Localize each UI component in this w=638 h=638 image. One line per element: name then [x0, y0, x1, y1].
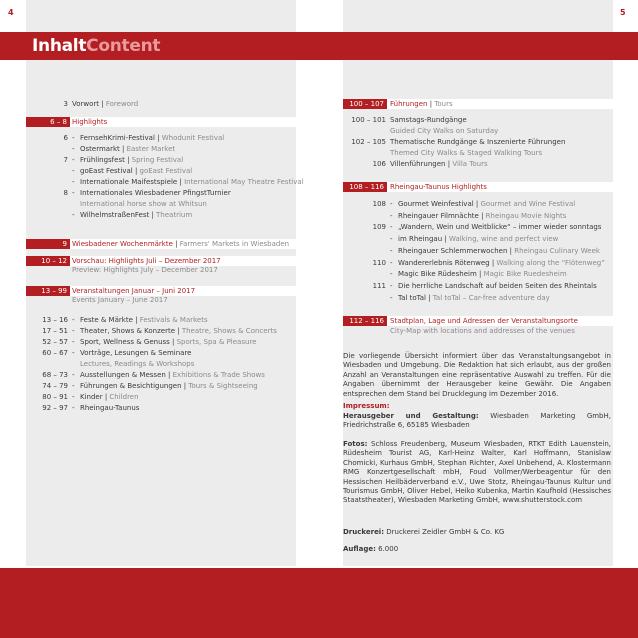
toc-vorschau-en: Preview: Highlights July – December 2017 — [72, 266, 218, 274]
toc-label-de: Rheingauer Schlemmerwochen — [398, 246, 508, 255]
toc-label-de: Die herrliche Landschaft auf beiden Seiten des Rheintals — [398, 281, 597, 290]
section-range: 108 – 116 — [343, 182, 387, 192]
list-dash: - — [72, 338, 75, 346]
separator: | — [476, 270, 484, 279]
separator: | — [149, 211, 157, 219]
list-dash: - — [390, 235, 393, 244]
toc-label-en: Theatre, Shows & Concerts — [181, 327, 277, 335]
toc-section-fuehrungen[interactable]: 100 – 107 Führungen | Tours — [343, 99, 613, 109]
list-dash: - — [72, 189, 75, 197]
section-label-de: Wiesbadener Wochenmärkte — [72, 240, 173, 248]
impressum-druckerei — [343, 528, 611, 537]
section-label-en: Tours — [434, 100, 453, 108]
toc-label-de: Wandererlebnis Rötenweg — [398, 258, 490, 267]
toc-label-de: Vorwort — [72, 100, 100, 108]
toc-label-de: „Wandern, Wein und Weitblicke“ – immer wieder sonntags — [398, 223, 602, 232]
separator: | — [132, 167, 140, 175]
toc-label-de: Ausstellungen & Messen — [80, 371, 166, 379]
toc-label-en: Rheingau Movie Nights — [485, 211, 567, 220]
intro-paragraph: Die vorliegende Übersicht informiert über das Veranstaltungsangebot in Wiesbaden und Umgebung. Die Redaktion hat sich erlaubt, aus der großen Anzahl an Veranstaltungen eine repräsentative Auswahl zu treffen. Für die Angaben übernimmt der Herausgeber keine Gewähr. Die Angaben entsprechen dem Stand bei Drucklegung im Dezember 2016. — [343, 352, 611, 398]
section-label: Highlights — [72, 118, 108, 126]
impressum-heading: Impressum: — [343, 402, 390, 410]
list-dash: - — [390, 211, 393, 220]
separator: | — [169, 338, 177, 346]
toc-label-de: Frühlingsfest — [80, 156, 125, 164]
separator: | — [165, 371, 173, 379]
toc-range: 6 — [63, 134, 68, 142]
list-dash: - — [390, 246, 393, 255]
section-range: 100 – 107 — [343, 99, 387, 109]
section-label-de: Veranstaltungen Januar – Juni 2017 — [72, 287, 196, 295]
list-dash: - — [72, 167, 75, 175]
list-dash: - — [390, 200, 393, 208]
section-label-en: Farmers' Markets in Wiesbaden — [179, 240, 290, 248]
list-dash: - — [72, 134, 75, 142]
toc-section-veranstaltungen[interactable] — [26, 286, 296, 296]
list-dash: - — [390, 281, 393, 290]
toc-label-en: International horse show at Whitsun — [80, 200, 207, 208]
toc-range: 52 – 57 — [42, 338, 68, 346]
title-part-en: Content — [86, 36, 161, 56]
toc-range: 100 – 101 — [351, 116, 386, 124]
toc-label-en: goEast Festival — [139, 167, 193, 175]
list-dash: - — [72, 145, 75, 153]
separator: | — [119, 145, 127, 153]
herausgeber-text: Wiesbaden Marketing GmbH, Friedrichstraße 6, 65185 Wiesbaden — [343, 412, 611, 430]
section-label-de: Stadtplan, Lage und Adressen der Veranstaltungsorte — [390, 317, 578, 325]
toc-label-de: Ostermarkt — [80, 145, 120, 153]
toc-label-en: Walking along the “Flötenweg” — [496, 258, 605, 267]
list-dash: - — [72, 382, 75, 390]
title-part-de: Inhalt — [32, 36, 87, 56]
separator: | — [442, 235, 449, 244]
list-dash: - — [72, 349, 75, 357]
toc-label-de: im Rheingau — [398, 235, 443, 244]
toc-label-de: Gourmet Weinfestival — [398, 200, 474, 208]
toc-section-wochenmaerkte[interactable]: 9 Wiesbadener Wochenmärkte | Farmers' Markets in Wiesbaden — [26, 239, 296, 249]
toc-label-en: Foreword — [105, 100, 139, 108]
toc-range: 74 – 79 — [42, 382, 68, 390]
toc-range: 106 — [372, 160, 386, 168]
auflage-label: Auflage: — [343, 545, 376, 553]
toc-label-en: Easter Market — [126, 145, 176, 153]
toc-stadtplan-en: City-Map with locations and addresses of the venues — [390, 327, 575, 335]
fotos-label: Fotos: — [343, 440, 368, 448]
separator: | — [445, 160, 453, 168]
toc-label-de: Theater, Shows & Konzerte — [80, 327, 176, 335]
toc-section-stadtplan[interactable] — [343, 316, 613, 326]
separator: | — [425, 293, 433, 302]
list-dash: - — [72, 393, 75, 401]
toc-label-en: Lectures, Readings & Workshops — [80, 360, 195, 368]
toc-label-en: Villa Tours — [452, 160, 488, 168]
toc-veranstaltungen-en: Events January – June 2017 — [72, 296, 168, 304]
toc-range: 13 – 16 — [42, 316, 68, 324]
toc-label-de: goEast Festival — [80, 167, 133, 175]
section-label: Rheingau-Taunus Highlights — [390, 183, 487, 191]
impressum-fotos — [343, 440, 611, 506]
impressum-auflage — [343, 545, 611, 554]
toc-label-de: Thematische Rundgänge & Inszenierte Führungen — [390, 138, 566, 146]
toc-label-de: Internationale Maifestspiele — [80, 178, 178, 186]
toc-range: 110 — [372, 258, 386, 267]
herausgeber-label: Herausgeber und Gestaltung: — [343, 412, 479, 420]
toc-label-en: Children — [109, 393, 139, 401]
section-label-de: Vorschau: Highlights Juli – Dezember 2017 — [72, 257, 221, 265]
toc-label-en: Rheingau Culinary Week — [514, 246, 600, 255]
toc-label-de: Rheingau-Taunus — [80, 404, 140, 412]
list-dash: - — [390, 223, 393, 232]
separator: | — [478, 211, 486, 220]
section-range: 6 – 8 — [26, 117, 70, 127]
fotos-text: Schloss Freudenberg, Museum Wiesbaden, RTKT Edith Lauenstein, Rüdesheim Tourist AG, Karl-Heinz Walter, Karl Hoffmann, Stanislaw Chomicki, Kurhaus GmbH, Stephan Richter, Axel Unbehend, A. Klostermann RMG Konzertgesellschaft mbH, Foud Vollmer/Werbeagentur für den Hessischen Heilbäderverband e.V., Uwe Stotz, Rheingau-Taunus Kultur und Tourismus GmbH, Oliver Hebel, Heiko Kubenka, Martin Kaufhold (Hessisches Staatstheater), Wiesbaden Marketing GmbH, www.shutterstock.com — [343, 440, 612, 505]
toc-label-de: FernsehKrimi-Festival — [80, 134, 155, 142]
toc-label-de: Kinder — [80, 393, 103, 401]
list-dash: - — [72, 404, 75, 412]
toc-label-en: Magic Bike Ruedesheim — [483, 270, 567, 279]
toc-label-de: Rheingauer Filmnächte — [398, 211, 479, 220]
section-range: 9 — [26, 239, 70, 249]
toc-section-highlights[interactable] — [26, 117, 296, 127]
toc-label-de: Internationales Wiesbadener PfingstTurnier — [80, 189, 231, 197]
list-dash: - — [390, 258, 393, 267]
separator: | — [154, 134, 162, 142]
page-number-left: 4 — [8, 8, 14, 17]
list-dash: - — [390, 270, 393, 279]
separator: | — [489, 258, 497, 267]
separator: | — [175, 327, 182, 335]
toc-label-de: Feste & Märkte — [80, 316, 133, 324]
separator: | — [507, 246, 515, 255]
list-dash: - — [72, 327, 75, 335]
toc-label-de: Sport, Wellness & Genuss — [80, 338, 170, 346]
toc-label-de: Villenführungen — [390, 160, 446, 168]
page-number-right: 5 — [620, 8, 626, 17]
toc-label-en: Guided City Walks on Saturday — [390, 127, 499, 135]
toc-range: 111 — [372, 281, 386, 290]
section-range: 10 – 12 — [26, 256, 70, 266]
separator: | — [102, 393, 110, 401]
footer-band — [0, 568, 638, 638]
toc-label-en: Themed City Walks & Staged Walking Tours — [390, 149, 543, 157]
toc-label-en: Walking, wine and perfect view — [448, 235, 559, 244]
toc-label-en: Whodunit Festival — [161, 134, 225, 142]
toc-label-en: International May Theatre Festival — [184, 178, 304, 186]
toc-label-de: Tal toTal — [398, 293, 426, 302]
separator: | — [473, 200, 481, 208]
section-range: 112 – 116 — [343, 316, 387, 326]
auflage-text: 6.000 — [378, 545, 399, 553]
toc-label-de: Führungen & Besichtigungen — [80, 382, 182, 390]
section-range: 13 – 99 — [26, 286, 70, 296]
toc-range: 68 – 73 — [42, 371, 68, 379]
druckerei-label: Druckerei: — [343, 528, 385, 536]
list-dash: - — [72, 156, 75, 164]
toc-section-rheingau[interactable] — [343, 182, 613, 192]
toc-range: 17 – 51 — [42, 327, 68, 335]
toc-label-en: Spring Festival — [131, 156, 184, 164]
toc-label-de: Magic Bike Rüdesheim — [398, 270, 477, 279]
toc-range: 80 – 91 — [42, 393, 68, 401]
toc-label-de: Samstags-Rundgänge — [390, 116, 467, 124]
toc-range: 92 – 97 — [42, 404, 68, 412]
list-dash: - — [72, 211, 75, 219]
toc-label-de: Vorträge, Lesungen & Seminare — [80, 349, 192, 357]
toc-range: 60 – 67 — [42, 349, 68, 357]
toc-label-en: Tours & Sightseeing — [188, 382, 258, 390]
toc-range: 108 — [372, 200, 386, 208]
toc-label-en: Festivals & Markets — [139, 316, 208, 324]
separator: | — [181, 382, 189, 390]
separator: | — [124, 156, 132, 164]
toc-range: 7 — [63, 156, 68, 164]
toc-label-en: Theatrium — [156, 211, 193, 219]
toc-range: 109 — [372, 223, 386, 232]
left-column-panel — [26, 0, 296, 566]
list-dash: - — [390, 293, 393, 302]
toc-range: 8 — [63, 189, 68, 197]
impressum-herausgeber — [343, 412, 611, 431]
list-dash: - — [72, 178, 75, 186]
toc-label-en: Gourmet and Wine Festival — [480, 200, 576, 208]
list-dash: - — [72, 371, 75, 379]
toc-range: 102 – 105 — [351, 138, 386, 146]
druckerei-text: Druckerei Zeidler GmbH & Co. KG — [386, 528, 505, 536]
section-label-de: Führungen — [390, 100, 428, 108]
toc-label-en: Sports, Spa & Pleasure — [176, 338, 257, 346]
separator: | — [132, 316, 140, 324]
list-dash: - — [72, 316, 75, 324]
toc-section-vorschau[interactable] — [26, 256, 296, 266]
toc-label-en: Tal toTal – Car-free adventure day — [432, 293, 550, 302]
page-title — [32, 36, 160, 56]
separator: | — [177, 178, 185, 186]
toc-range: 3 — [63, 100, 68, 108]
toc-label-en: Exhibitions & Trade Shows — [172, 371, 265, 379]
toc-label-de: WilhelmstraßenFest — [80, 211, 150, 219]
